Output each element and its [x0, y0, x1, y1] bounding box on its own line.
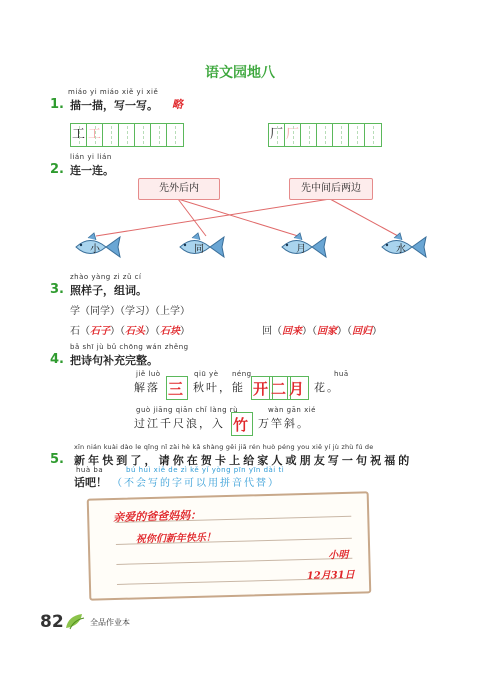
q3-char-hui: 回	[262, 326, 272, 337]
q3-number: 3.	[50, 282, 64, 297]
greeting-card[interactable]	[87, 491, 372, 600]
poem-text: 过江千尺浪，入	[134, 417, 225, 430]
card-line	[116, 558, 352, 565]
connect-line	[96, 199, 330, 236]
q4-poem-line1	[134, 376, 340, 400]
answer-huijia[interactable]: 回家	[317, 326, 337, 337]
q2-pinyin: lián yi lián	[70, 153, 112, 161]
fish-4[interactable]	[378, 232, 430, 266]
char-chang-trace: 厂	[285, 127, 299, 142]
answer-huigui[interactable]: 回归	[352, 326, 372, 337]
q4-line2-pinyin-b: wàn gān xié	[268, 406, 316, 414]
q3-pinyin: zhào yàng zi zǔ cí	[70, 273, 142, 281]
q5-text-2: 话吧！	[74, 476, 107, 489]
poem-text: 解落	[134, 381, 160, 394]
connect-line	[330, 199, 398, 236]
brand-name: 全品作业本	[90, 618, 130, 627]
q1-note: 略	[172, 98, 183, 111]
q5-pinyin-2b: bú huì xiě de zì kě yǐ yòng pīn yīn dài tì	[126, 466, 285, 474]
fish-char: 月	[296, 244, 306, 255]
tag-outer-first[interactable]: 先外后内	[138, 178, 220, 200]
connect-line	[178, 199, 298, 236]
card-date: 12月31日	[306, 569, 355, 582]
q2-text: 连一连。	[70, 164, 114, 177]
q5-hint: （不会写的字可以用拼音代替）	[112, 478, 280, 489]
poem-blank[interactable]: 二	[269, 376, 291, 400]
q4-pinyin: bǎ shī jù bǔ chōng wán zhěng	[70, 343, 189, 351]
char-chang: 厂	[269, 127, 283, 142]
card-wish: 祝你们新年快乐！	[135, 532, 216, 546]
connect-line	[178, 199, 206, 236]
q4-line1-pinyin-b: qiū yè	[194, 370, 219, 378]
fish-3[interactable]	[278, 232, 330, 266]
q1-pinyin: miáo yi miáo xiě yi xiě	[68, 88, 159, 96]
fish-1[interactable]	[72, 232, 124, 266]
q3-text: 照样子，组词。	[70, 284, 147, 297]
q4-line1-pinyin-a: jiě luò	[136, 370, 161, 378]
q3-row-shi: 石（石子）（石头）（石块）	[70, 326, 190, 337]
answer-shizi[interactable]: 石子	[90, 326, 110, 337]
q3-row-hui: 回（回来）（回家）（回归）	[262, 326, 382, 337]
q2-number: 2.	[50, 162, 64, 177]
answer-shikuai[interactable]: 石块	[160, 326, 180, 337]
q3-example: 学（同学）（学习）（上学）	[70, 306, 190, 317]
poem-blank[interactable]: 开	[251, 376, 273, 400]
char-gong: 工	[71, 127, 85, 142]
leaf-logo-icon	[64, 612, 86, 630]
page-number: 82	[40, 612, 64, 632]
q4-number: 4.	[50, 352, 64, 367]
poem-text: 花。	[314, 381, 340, 394]
q5-pinyin-1: xīn nián kuài dào le qǐng nǐ zài hè kǎ shàng gěi jiā rén huò péng you xiě yí jù zhù fú de	[74, 443, 374, 451]
q3-char-shi: 石	[70, 326, 80, 337]
q4-text: 把诗句补充完整。	[70, 354, 158, 367]
q4-line2-pinyin-a: guò jiāng qiān chǐ làng rù	[136, 406, 239, 414]
q5-number: 5.	[50, 452, 64, 467]
card-signature: 小明	[328, 549, 349, 562]
poem-blank[interactable]: 月	[287, 376, 309, 400]
q5-text-1: 新年快到了，请你在贺卡上给家人或朋友写一句祝福的	[74, 454, 413, 467]
q1-number: 1.	[50, 97, 64, 112]
answer-huilai[interactable]: 回来	[282, 326, 302, 337]
q4-line1-pinyin-d: huā	[334, 370, 349, 378]
q4-poem-line2	[134, 412, 310, 436]
card-salutation: 亲爱的爸爸妈妈：	[113, 508, 202, 525]
q5-pinyin-2a: huà ba	[76, 466, 104, 474]
fish-char: 小	[90, 244, 100, 255]
tag-middle-first[interactable]: 先中间后两边	[289, 178, 373, 200]
poem-text: 万竿斜。	[258, 417, 310, 430]
answer-shitou[interactable]: 石头	[125, 326, 145, 337]
fish-char: 同	[194, 244, 204, 255]
char-gong-trace: 工	[87, 127, 101, 142]
fish-2[interactable]	[176, 232, 228, 266]
poem-text: 秋叶，能	[193, 381, 245, 394]
poem-blank[interactable]: 竹	[231, 412, 253, 436]
page-title: 语文园地八	[205, 65, 275, 81]
poem-blank[interactable]: 三	[166, 376, 188, 400]
fish-char: 水	[396, 244, 406, 255]
q4-line1-pinyin-c: néng	[232, 370, 252, 378]
q1-text: 描一描，写一写。	[70, 99, 158, 112]
